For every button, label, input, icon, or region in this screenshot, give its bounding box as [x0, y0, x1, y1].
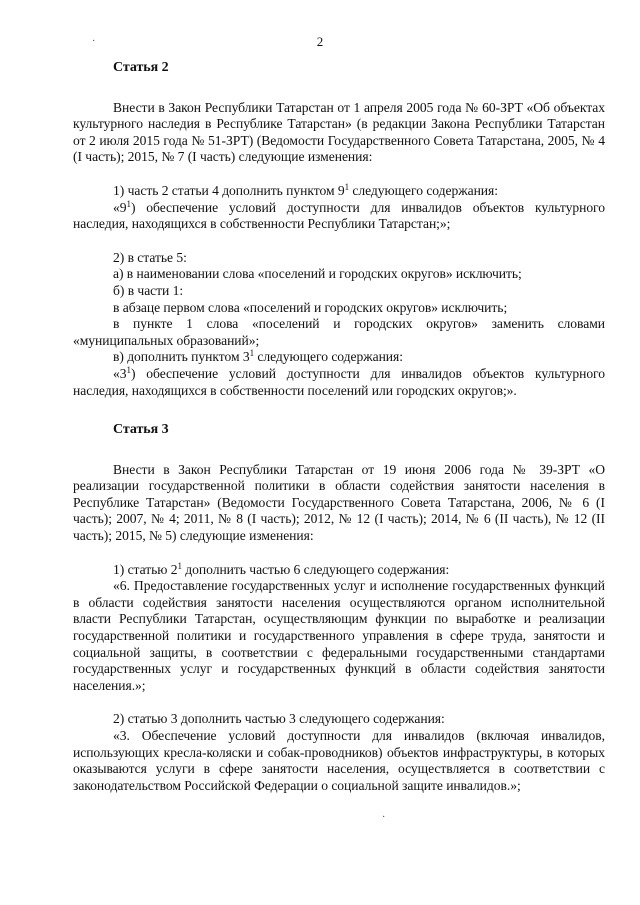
article-3-quote-2: «3. Обеспечение условий доступности для инвалидов (включая инвалидов, использующих кресла-коляски и собак-проводников) объектов инфраструктуры, в которых оказываются услуги в сфере занятости населения, осуществляется в соответствии с законодательством Российской Федерации о социальной защите инвалидов.»; — [73, 728, 605, 793]
article-2-item-2b: б) в части 1: — [113, 282, 184, 298]
page-number: 2 — [316, 34, 324, 49]
article-2-quote-1: «$9^1$) обеспечение условий доступности для инвалидов объектов культурного наследия, находящихся в собственности Республики Татарстан;»; — [73, 198, 605, 232]
article-2-quote-2: «$3^1$) обеспечение условий доступности для инвалидов объектов культурного наследия, находящихся в собственности поселений или городских округов;». — [73, 364, 605, 398]
article-2-item-2: 2) в статье 5: — [113, 249, 187, 265]
article-2-item-2b2: в пункте 1 слова «поселений и городских округов» заменить словами «муниципальных образований»; — [73, 316, 605, 348]
article-3-intro: Внести в Закон Республики Татарстан от 19 июня 2006 года № 39-ЗРТ «О реализации государственной политики в области содействия занятости населения в Республике Татарстан» (Ведомости Государственного Совета Татарстана, 2006, № 6 (I часть); 2007, № 4; 2011, № 8 (I часть); 2012, № 12 (I часть); 2014, № 6 (II часть), № 12 (II часть); 2015, № 5) следующие изменения: — [73, 461, 605, 544]
article-3-item-2: 2) статью 3 дополнить частью 3 следующего содержания: — [113, 711, 445, 727]
scan-speck: · — [382, 812, 386, 823]
article-3-heading: Статья 3 — [113, 422, 169, 438]
scan-speck: · — [92, 36, 96, 47]
article-2-item-1: 1) часть 2 статьи 4 дополнить пунктом $9^1$ следующего содержания: — [113, 181, 498, 198]
article-2-item-2a: а) в наименовании слова «поселений и городских округов» исключить; — [113, 266, 522, 282]
article-2-item-2c: в) дополнить пунктом $3^1$ следующего содержания: — [113, 348, 403, 365]
article-3-quote-1: «6. Предоставление государственных услуг и исполнение государственных функций в области содействия занятости населения осуществляются органом исполнительной власти Республики Татарстан, осуществляющим функции по выработке и реализации государственной политики и государственного управления в сфере труда, занятости и социальной защиты, в соответствии с федеральными государственными стандартами государственных услуг и государственных функций в области содействия занятости населения.»; — [73, 578, 605, 693]
article-3-item-1: 1) статью $2^1$ дополнить частью 6 следующего содержания: — [113, 560, 450, 577]
article-2-item-2b1: в абзаце первом слова «поселений и городских округов» исключить; — [113, 299, 508, 315]
article-2-intro: Внести в Закон Республики Татарстан от 1 апреля 2005 года № 60-ЗРТ «Об объектах культурного наследия в Республике Татарстан» (в редакции Закона Республики Татарстан от 2 июля 2015 года № 51-ЗРТ) (Ведомости Государственного Совета Татарстана, 2005, № 4 (I часть); 2015, № 7 (I часть) следующие изменения: — [73, 99, 605, 165]
document-body — [73, 60, 605, 794]
article-2-heading: Статья 2 — [113, 60, 169, 75]
